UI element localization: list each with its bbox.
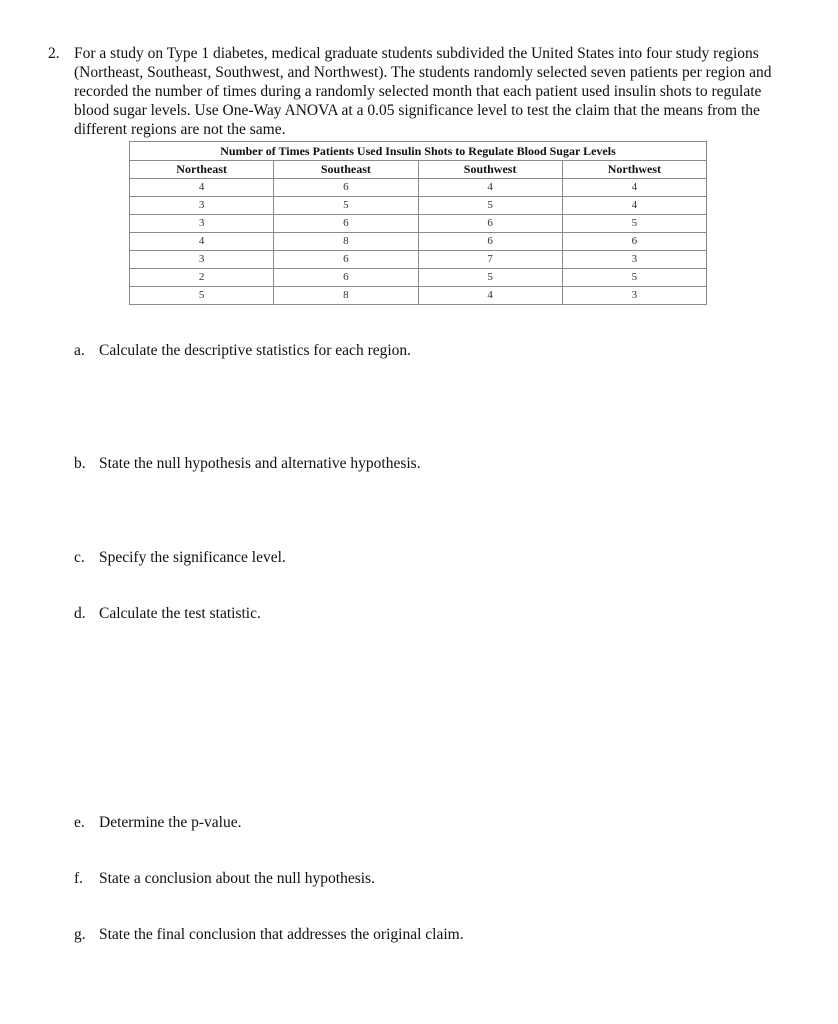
column-header-northwest: Northwest xyxy=(562,161,706,179)
question-text: State the null hypothesis and alternative hypothesis. xyxy=(99,455,421,472)
table-row xyxy=(130,251,707,269)
table-cell: 5 xyxy=(418,197,562,215)
question-letter: d. xyxy=(74,605,86,622)
table-row xyxy=(130,269,707,287)
question-text: State the final conclusion that addresses the original claim. xyxy=(99,926,464,943)
table-cell: 4 xyxy=(130,179,274,197)
question-a xyxy=(74,341,411,360)
table-title: Number of Times Patients Used Insulin Shots to Regulate Blood Sugar Levels xyxy=(130,142,707,161)
question-c xyxy=(74,548,286,567)
table-cell: 5 xyxy=(562,269,706,287)
question-text: Calculate the descriptive statistics for each region. xyxy=(99,342,412,359)
question-g xyxy=(74,925,464,944)
question-letter: f. xyxy=(74,870,84,887)
table-header-row xyxy=(130,161,707,179)
question-text: Specify the significance level. xyxy=(99,549,286,566)
table-cell: 8 xyxy=(274,287,418,305)
table-row xyxy=(130,287,707,305)
table-cell: 3 xyxy=(562,251,706,269)
table-row xyxy=(130,179,707,197)
question-f xyxy=(74,869,375,888)
question-e xyxy=(74,813,241,832)
column-header-northeast: Northeast xyxy=(130,161,274,179)
question-d xyxy=(74,604,261,623)
column-header-southeast: Southeast xyxy=(274,161,418,179)
table-cell: 5 xyxy=(562,215,706,233)
table-cell: 6 xyxy=(418,215,562,233)
question-text: Determine the p-value. xyxy=(99,814,242,831)
table-row xyxy=(130,197,707,215)
table-row xyxy=(130,215,707,233)
table-cell: 6 xyxy=(274,269,418,287)
table-cell: 6 xyxy=(274,251,418,269)
table-cell: 6 xyxy=(418,233,562,251)
table-cell: 3 xyxy=(562,287,706,305)
table-cell: 4 xyxy=(130,233,274,251)
table-cell: 7 xyxy=(418,251,562,269)
problem-statement xyxy=(48,44,778,139)
table-cell: 2 xyxy=(130,269,274,287)
table-cell: 4 xyxy=(418,179,562,197)
question-letter: b. xyxy=(74,455,86,472)
table-cell: 6 xyxy=(274,179,418,197)
question-letter: e. xyxy=(74,814,85,831)
question-text: State a conclusion about the null hypothesis. xyxy=(99,870,375,887)
problem-number: 2. xyxy=(48,45,60,62)
question-letter: a. xyxy=(74,342,85,359)
table-title-row xyxy=(130,142,707,161)
problem-text: For a study on Type 1 diabetes, medical graduate students subdivided the United States into four study regions (Northeast, Southeast, Southwest, and Northwest). The students randomly selected seven patients per region and recorded the number of times during a randomly selected month that each patient used insulin shots to regulate blood sugar levels. Use One-Way ANOVA at a 0.05 significance level to test the claim that the means from the different regions are not the same. xyxy=(74,45,772,138)
table-cell: 5 xyxy=(418,269,562,287)
table-cell: 6 xyxy=(562,233,706,251)
data-table-container xyxy=(129,141,707,305)
table-cell: 4 xyxy=(418,287,562,305)
insulin-data-table xyxy=(129,141,707,305)
column-header-southwest: Southwest xyxy=(418,161,562,179)
table-cell: 8 xyxy=(274,233,418,251)
table-row xyxy=(130,233,707,251)
question-letter: c. xyxy=(74,549,85,566)
question-text: Calculate the test statistic. xyxy=(99,605,261,622)
table-cell: 5 xyxy=(274,197,418,215)
question-b xyxy=(74,454,421,473)
table-cell: 3 xyxy=(130,215,274,233)
table-cell: 6 xyxy=(274,215,418,233)
table-cell: 4 xyxy=(562,197,706,215)
table-cell: 5 xyxy=(130,287,274,305)
question-letter: g. xyxy=(74,926,86,943)
table-cell: 3 xyxy=(130,251,274,269)
table-cell: 4 xyxy=(562,179,706,197)
table-cell: 3 xyxy=(130,197,274,215)
